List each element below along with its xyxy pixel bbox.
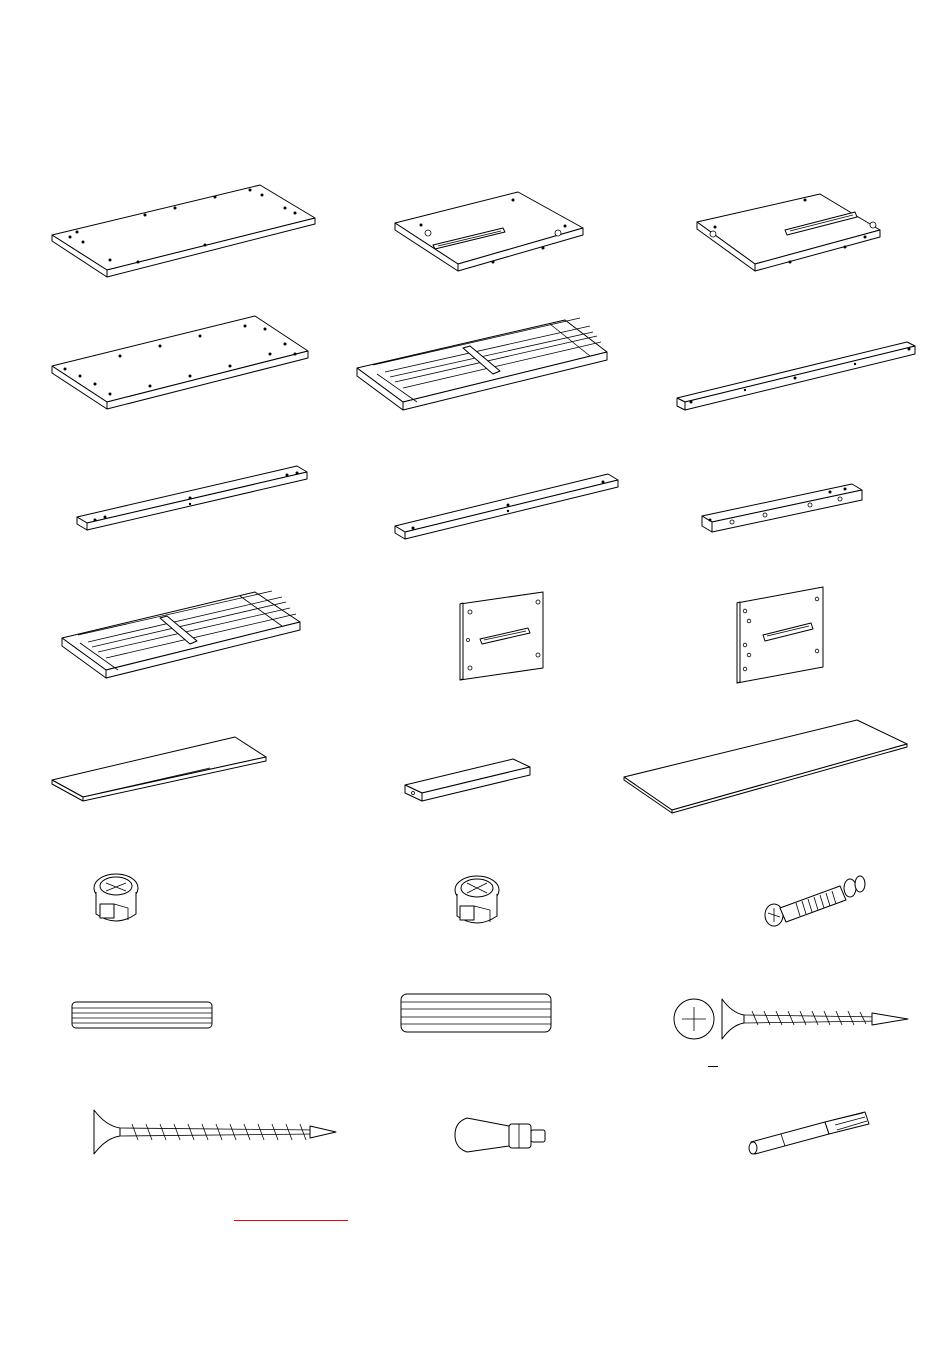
drawer-bottom-b bbox=[695, 192, 885, 277]
cam-bolt bbox=[760, 870, 870, 930]
screw-short bbox=[672, 995, 912, 1045]
slatted-frame-a bbox=[355, 316, 613, 416]
rail-b bbox=[393, 470, 623, 540]
rail-short bbox=[700, 480, 870, 535]
wood-dowel-small bbox=[68, 1000, 218, 1032]
large-panel-a bbox=[50, 180, 320, 280]
back-sheet bbox=[622, 717, 912, 817]
cam-lock-a bbox=[92, 870, 142, 930]
large-panel-b bbox=[50, 314, 315, 414]
dash-mark bbox=[708, 1066, 718, 1067]
side-panel-b bbox=[735, 585, 830, 685]
red-underline bbox=[234, 1220, 348, 1221]
side-panel-a bbox=[458, 590, 550, 685]
shelf-pin bbox=[745, 1108, 875, 1156]
short-block bbox=[403, 755, 535, 805]
rail-long bbox=[675, 338, 920, 413]
slatted-frame-b bbox=[60, 588, 305, 683]
cam-lock-b bbox=[452, 872, 504, 934]
thin-strip bbox=[50, 735, 270, 805]
wood-dowel-large bbox=[397, 992, 555, 1034]
drawer-bottom-a bbox=[393, 188, 588, 278]
plastic-plug bbox=[453, 1114, 553, 1156]
screw-long bbox=[90, 1108, 340, 1156]
rail-a bbox=[75, 462, 310, 532]
